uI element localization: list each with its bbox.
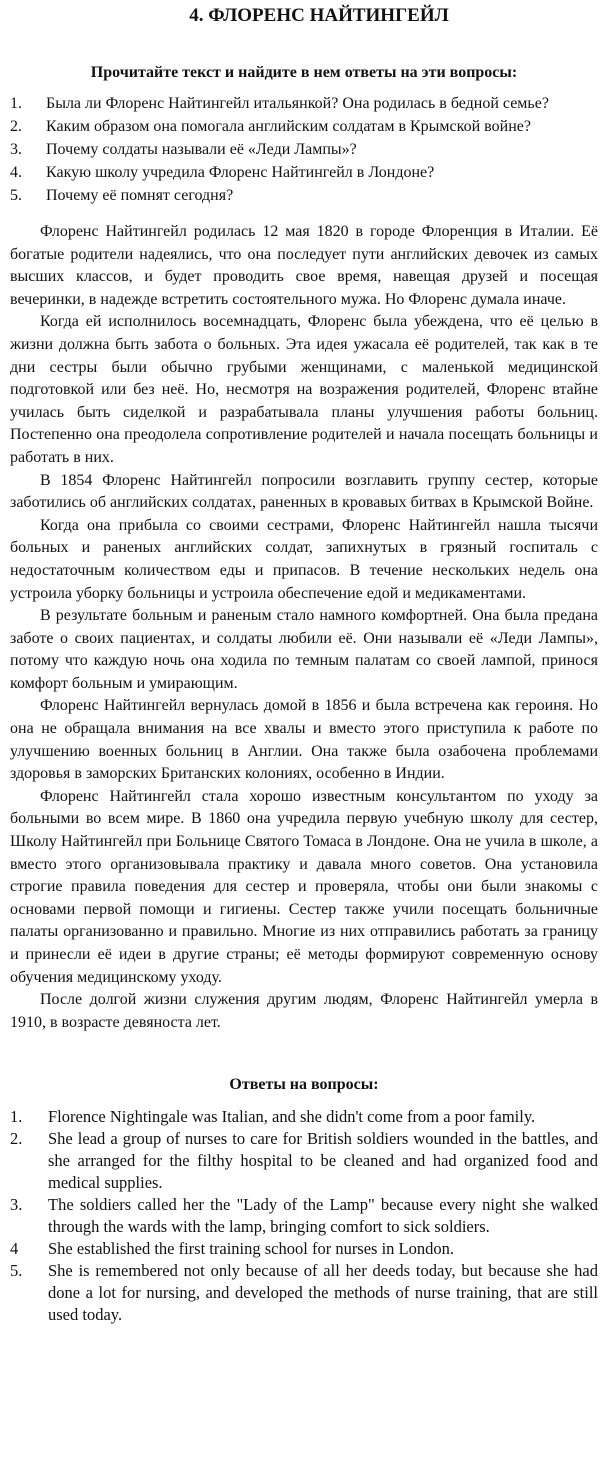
answer-number: 4 — [10, 1239, 19, 1259]
instruction: Прочитайте текст и найдите в нем ответы на эти вопросы: — [90, 64, 518, 81]
question-item — [10, 161, 598, 184]
paragraph: Когда она прибыла со своими сестрами, Флоренс Найтингейл нашла тысячи больных и раненых английских солдат, запихнутых в грязный госпиталь с недостаточным количеством еды и припасов. В течение нескольких недель она устроила уборку больницы и устроила обеспечение едой и медикаментами. — [10, 516, 598, 602]
article-body — [10, 221, 598, 1034]
question-text: Почему солдаты называли её «Леди Лампы»? — [46, 141, 357, 158]
question-number: 5. — [10, 187, 22, 204]
paragraph: Когда ей исполнилось восемнадцать, Флоренс была убеждена, что её целью в жизни должна быть забота о больных. Эта идея ужасала её родителей, так как в те дни сестры были обычно грубыми женщинами, с маленькой медицинской подготовкой или без неё. Но, несмотря на возражения родителей, Флоренс втайне училась быть сиделкой и разрабатывала планы улучшения работы больниц. Постепенно она преодолела сопротивление родителей и начала посещать больницы и работать в них. — [10, 313, 598, 466]
answer-item — [10, 1238, 598, 1260]
question-number: 2. — [10, 118, 22, 135]
question-text: Была ли Флоренс Найтингейл итальянкой? Она родилась в бедной семье? — [46, 95, 549, 112]
answer-number: 1. — [10, 1107, 23, 1127]
question-item — [10, 92, 598, 115]
answer-item — [10, 1128, 598, 1194]
paragraph: В результате больным и раненым стало намного комфортней. Она была предана заботе о своих пациентах, и солдаты любили её. Они называли её «Леди Лампы», потому что каждую ночь она ходила по темным палатам со своей лампой, принося комфорт больным и умирающим. — [10, 607, 598, 692]
answer-number: 3. — [10, 1195, 23, 1215]
answer-item — [10, 1260, 598, 1326]
paragraph: После долгой жизни служения другим людям, Флоренс Найтингейл умерла в 1910, в возрасте девяноста лет. — [10, 991, 598, 1031]
question-text: Какую школу учредила Флоренс Найтингейл в Лондоне? — [46, 164, 435, 181]
paragraph: Флоренс Найтингейл стала хорошо известным консультантом по уходу за больными во всем мире. В 1860 она учредила первую учебную школу для сестер, Школу Найтингейл при Больнице Святого Томаса в Лондоне. Она не учила в школе, а вместо этого организовывала практику и давала много советов. Она установила строгие правила поведения для сестер и проверяла, чтобы они были знакомы с основами первой помощи и гигиены. Сестер также учили посещать больничные палаты организованно и правильно. Многие из них отправились работать за границу и принесли её идеи в другие страны; её методы формируют современную основу обучения медицинскому уходу. — [10, 787, 598, 986]
question-list — [10, 92, 598, 207]
question-text: Почему её помнят сегодня? — [46, 187, 234, 204]
page-title: 4. ФЛОРЕНС НАЙТИНГЕЙЛ — [189, 5, 449, 26]
answer-text: She established the first training school for nurses in London. — [48, 1239, 455, 1259]
answers-heading: Ответы на вопросы: — [229, 1076, 379, 1094]
question-text: Каким образом она помогала английским солдатам в Крымской войне? — [46, 118, 531, 135]
answer-number: 2. — [10, 1129, 23, 1149]
answer-list — [10, 1106, 598, 1326]
paragraph: В 1854 Флоренс Найтингейл попросили возглавить группу сестер, которые заботились об английских солдатах, раненных в кровавых битвах в Крымской Войне. — [10, 471, 598, 512]
answer-item — [10, 1194, 598, 1238]
question-item — [10, 138, 598, 161]
question-item — [10, 184, 598, 207]
answer-text: She lead a group of nurses to care for British soldiers wounded in the battles, and she arranged for the filthy hospital to be cleaned and had organized food and medical supplies. — [48, 1129, 598, 1193]
question-item — [10, 115, 598, 138]
answer-item — [10, 1106, 598, 1128]
question-number: 1. — [10, 95, 22, 112]
question-number: 3. — [10, 141, 22, 158]
paragraph: Флоренс Найтингейл родилась 12 мая 1820 в городе Флоренция в Италии. Её богатые родители надеялись, что она последует пути английских девочек из самых высших классов, и будет проводить свое время, навещая друзей и посещая вечеринки, в надежде встретить состоятельного мужа. Но Флоренс думала иначе. — [10, 223, 598, 308]
answer-text: The soldiers called her the "Lady of the Lamp" because every night she walked through the wards with the lamp, bringing comfort to sick soldiers. — [48, 1195, 598, 1237]
question-number: 4. — [10, 164, 22, 181]
answer-text: Florence Nightingale was Italian, and she didn't come from a poor family. — [48, 1107, 536, 1127]
paragraph: Флоренс Найтингейл вернулась домой в 1856 и была встречена как героиня. Но она не обращала внимания на все хвалы и вместо этого приступила к работе по улучшению военных больниц в Англии. Она также была озабочена проблемами здоровья в заморских Британских колониях, особенно в Индии. — [10, 697, 598, 783]
answer-text: She is remembered not only because of all her deeds today, but because she had done a lot for nursing, and developed the methods of nurse training, that are still used today. — [48, 1261, 598, 1325]
answer-number: 5. — [10, 1261, 23, 1281]
